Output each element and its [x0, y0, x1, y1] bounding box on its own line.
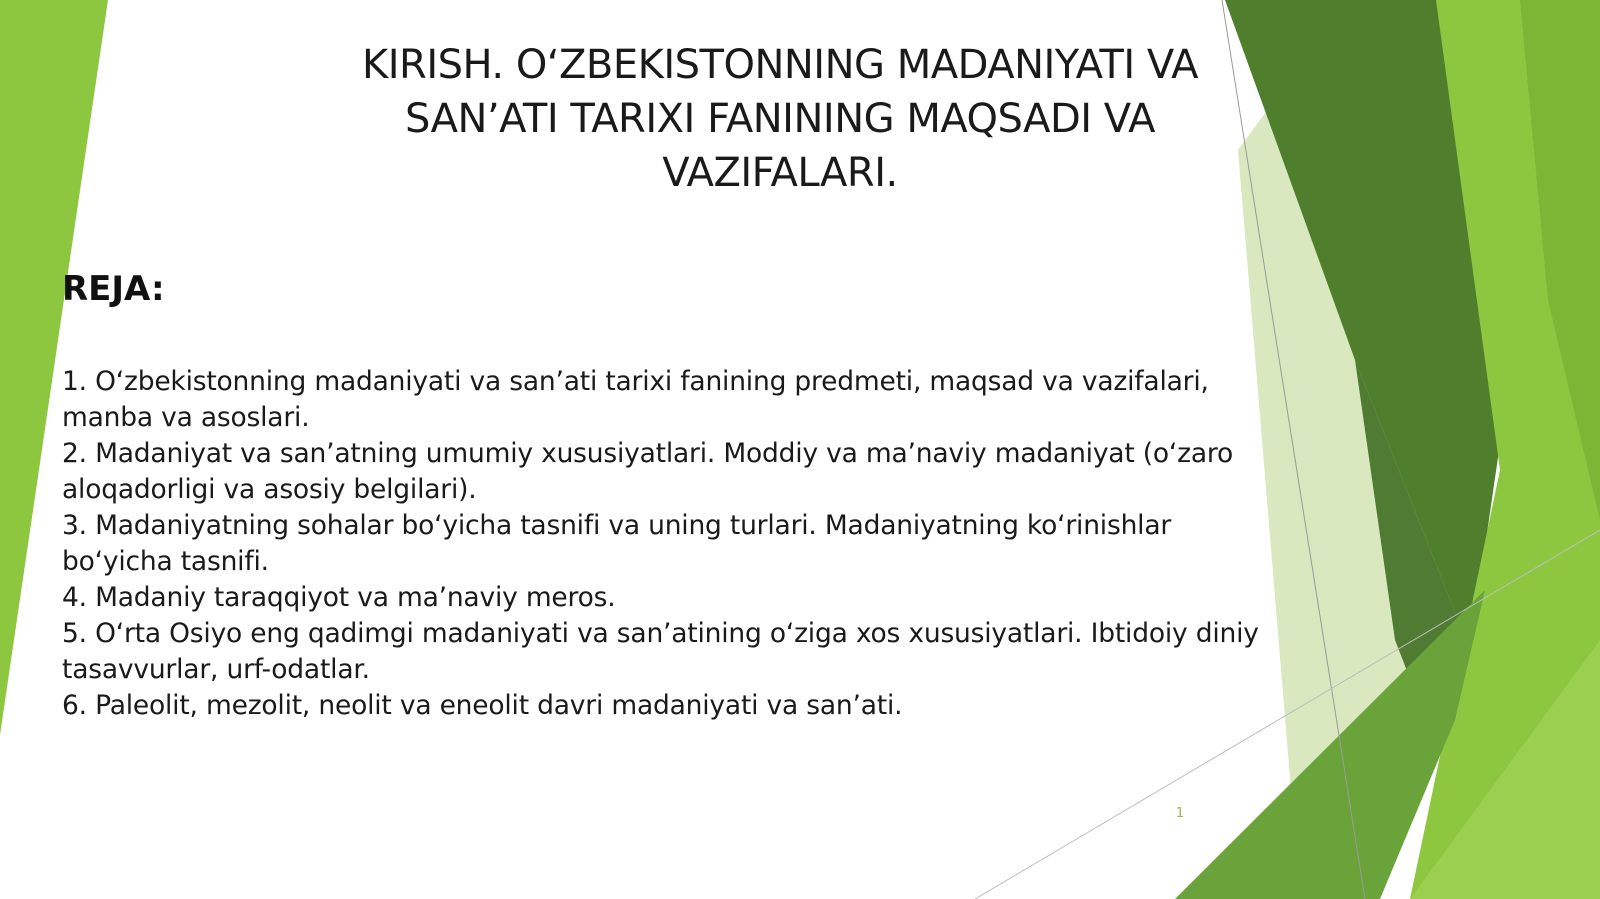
plan-item [62, 508, 1352, 580]
plan-heading: REJA: [62, 269, 165, 309]
plan-item-line: 2. Madaniyat va san’atning umumiy xususiyatlari. Moddiy va ma’naviy madaniyat (o‘zaro [62, 438, 1234, 469]
slide-title [300, 38, 1260, 200]
plan-item-line: bo‘yicha tasnifi. [62, 546, 269, 577]
plan-item-line: 1. O‘zbekistonning madaniyati va san’ati tarixi fanining predmeti, maqsad va vazifalari, [62, 366, 1209, 397]
plan-item [62, 436, 1352, 508]
slide-number: 1 [1175, 806, 1185, 821]
plan-item-line: tasavvurlar, urf-odatlar. [62, 654, 370, 685]
plan-item-line: 5. O‘rta Osiyo eng qadimgi madaniyati va san’atining o‘ziga xos xususiyatlari. Ibtidoiy diniy [62, 618, 1259, 649]
plan-item [62, 364, 1352, 436]
plan-item-line: manba va asoslari. [62, 402, 310, 433]
plan-item [62, 616, 1352, 688]
slide-title-line: VAZIFALARI. [662, 150, 898, 196]
plan-item-line: 6. Paleolit, mezolit, neolit va eneolit davri madaniyati va san’ati. [62, 690, 903, 721]
plan-item-line: 4. Madaniy taraqqiyot va ma’naviy meros. [62, 582, 616, 613]
plan-item-line: aloqadorligi va asosiy belgilari). [62, 474, 477, 505]
plan-item-line: 3. Madaniyatning sohalar bo‘yicha tasnifi va uning turlari. Madaniyatning ko‘rinishlar [62, 510, 1172, 541]
plan-item [62, 688, 1352, 724]
slide-title-line: SAN’ATI TARIXI FANINING MAQSADI VA [405, 96, 1155, 142]
plan-list [62, 364, 1352, 724]
slide-title-line: KIRISH. O‘ZBEKISTONNING MADANIYATI VA [362, 42, 1198, 88]
plan-item [62, 580, 1352, 616]
